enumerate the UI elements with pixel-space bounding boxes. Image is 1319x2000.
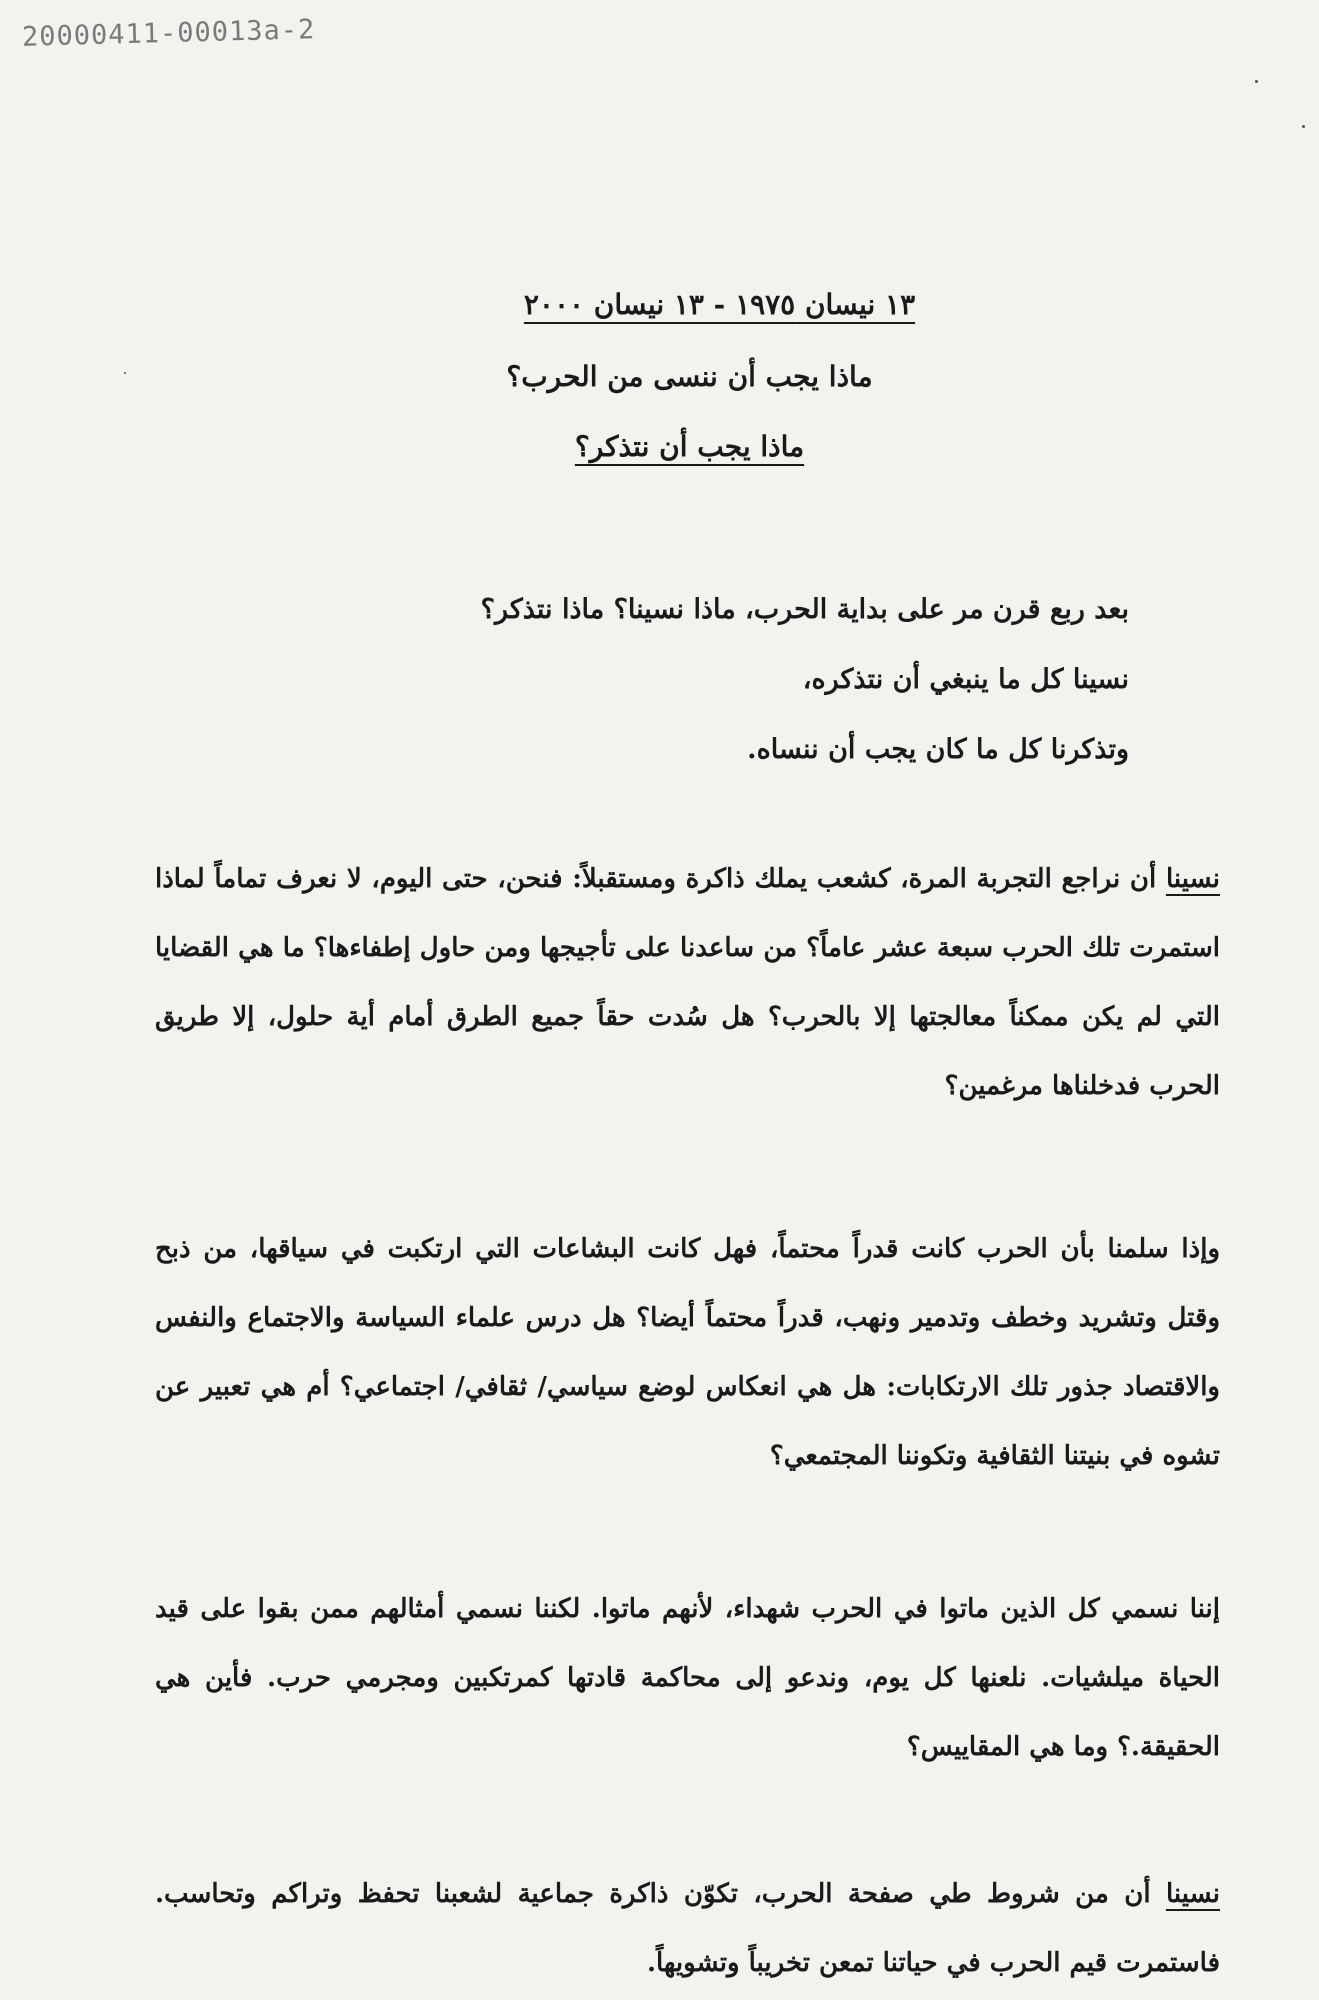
paragraph-4 — [155, 1860, 1220, 1998]
paragraph-keyword: نسينا — [1165, 1879, 1220, 1909]
document-id-stamp: 20000411-00013a-2 — [21, 14, 316, 53]
date-heading: ١٣ نيسان ١٩٧٥ - ١٣ نيسان ٢٠٠٠ — [523, 288, 916, 321]
intro-line: وتذكرنا كل ما كان يجب أن ننساه. — [747, 734, 1129, 765]
paragraph-2: وإذا سلمنا بأن الحرب كانت قدراً محتماً، فهل كانت البشاعات التي ارتكبت في سياقها، من ذبح وقتل وتشريد وخطف وتدمير ونهب، قدراً محتماً أيضا؟ هل درس علماء السياسة والاجتماع والنفس والاقتصاد جذور تلك الارتكابات: هل هي انعكاس لوضع سياسي/ ثقافي/ اجتماعي؟ أم هي تعبير عن تشوه في بنيتنا الثقافية وتكوننا المجتمعي؟ — [155, 1234, 1220, 1471]
question-forget: ماذا يجب أن ننسى من الحرب؟ — [506, 360, 873, 393]
intro-lines — [481, 575, 1129, 785]
intro-line: نسينا كل ما ينبغي أن نتذكره، — [802, 664, 1129, 695]
paragraph-keyword: نسينا — [1165, 864, 1220, 894]
paragraph-3: إننا نسمي كل الذين ماتوا في الحرب شهداء، لأنهم ماتوا. لكننا نسمي أمثالهم ممن بقوا على قيد الحياة ميلشيات. نلعنها كل يوم، وندعو إلى محاكمة قادتها كمرتكبين ومجرمي حرب. فأين هي الحقيقة.؟ وما هي المقاييس؟ — [155, 1594, 1220, 1762]
paragraph-1 — [155, 845, 1220, 1121]
paragraph-text: أن من شروط طي صفحة الحرب، تكوّن ذاكرة جماعية لشعبنا تحفظ وتراكم وتحاسب. فاستمرت قيم الحرب في حياتنا تمعن تخريباً وتشويهاً. — [155, 1879, 1220, 1978]
scan-speck — [1302, 125, 1305, 128]
paragraph-text: أن نراجع التجربة المرة، كشعب يملك ذاكرة ومستقبلاً: فنحن، حتى اليوم، لا نعرف تماماً لماذا استمرت تلك الحرب سبعة عشر عاماً؟ من ساعدنا على تأجيجها ومن حاول إطفاءها؟ ما هي القضايا التي لم يكن ممكناً معالجتها إلا بالحرب؟ هل سُدت حقاً جميع الطرق أمام أية حلول، إلا طريق الحرب فدخلناها مرغمين؟ — [155, 864, 1220, 1101]
question-remember: ماذا يجب أن نتذكر؟ — [574, 430, 805, 463]
intro-line: بعد ربع قرن مر على بداية الحرب، ماذا نسينا؟ ماذا نتذكر؟ — [480, 594, 1129, 625]
scan-speck — [1255, 80, 1258, 83]
